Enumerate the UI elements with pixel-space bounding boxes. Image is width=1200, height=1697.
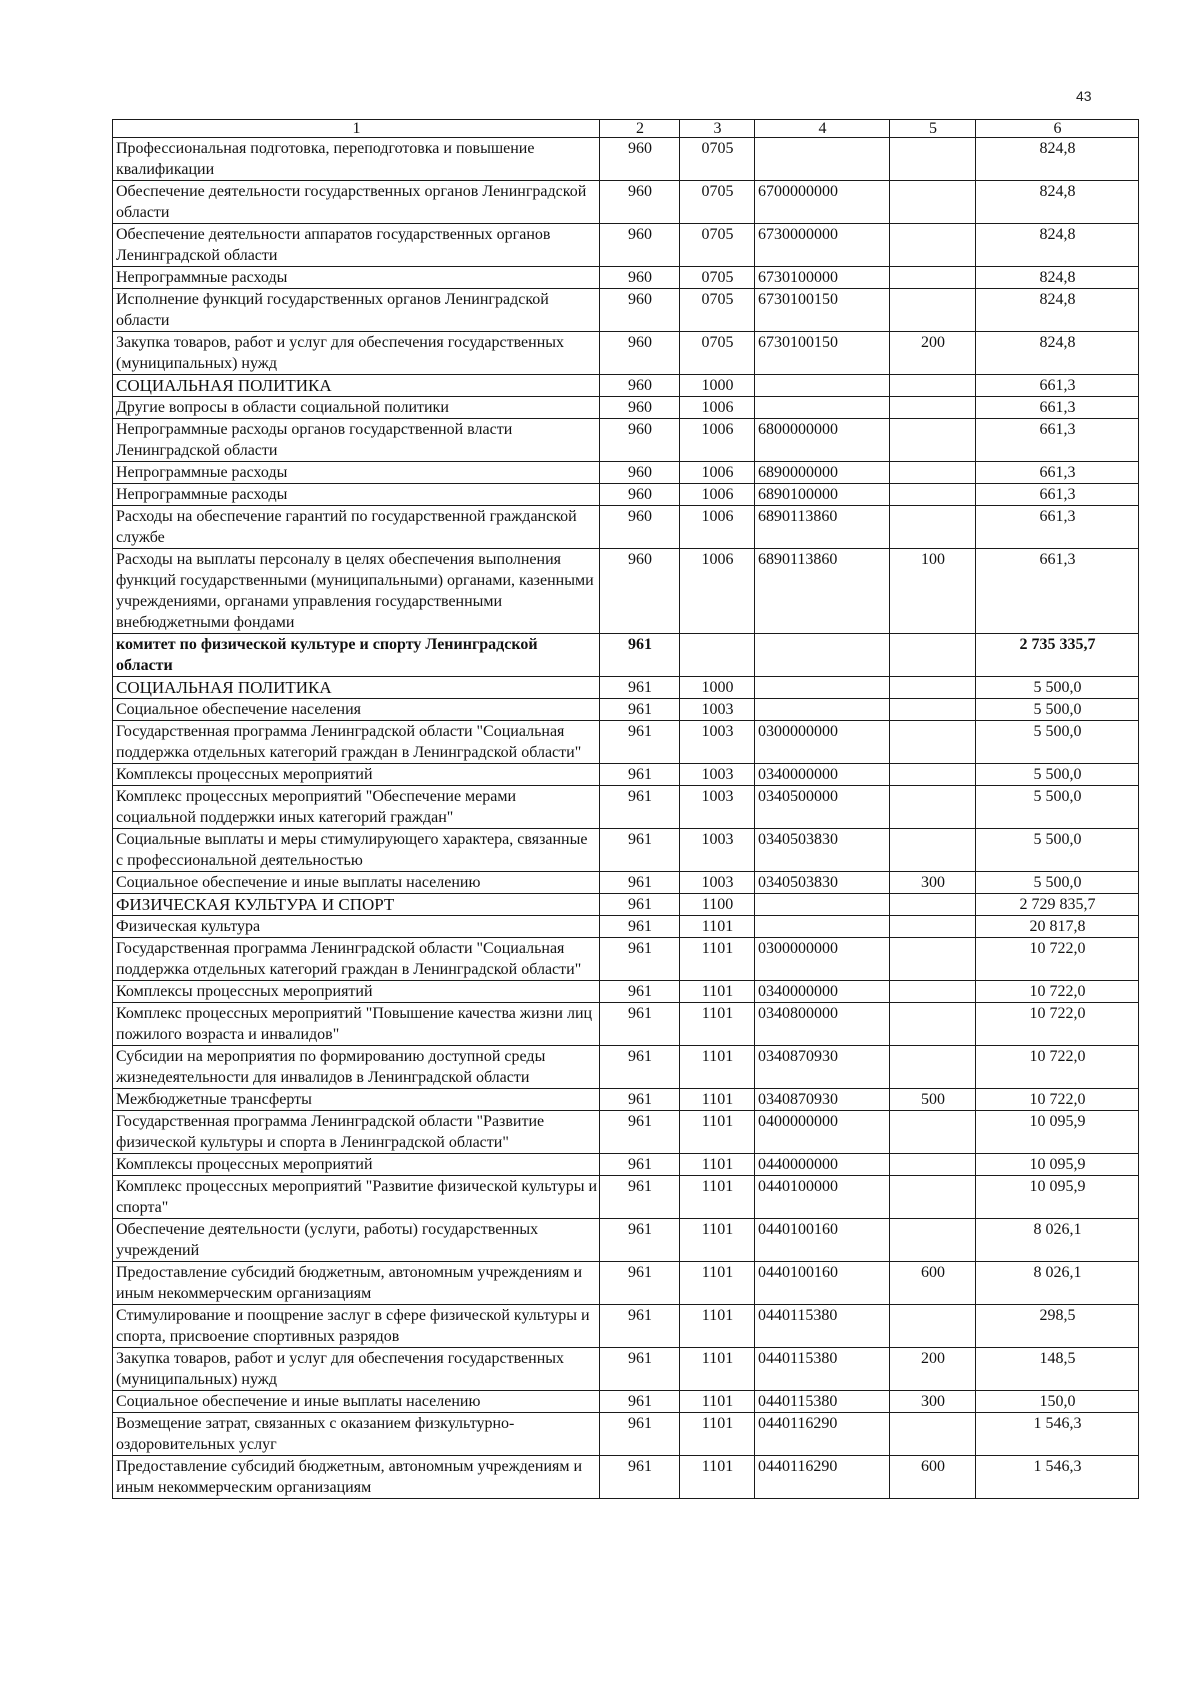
row-article-cell: 0340870930 (755, 1089, 890, 1111)
row-name-cell: Исполнение функций государственных органов Ленинградской области (113, 289, 600, 332)
table-row (113, 1176, 1139, 1219)
row-amount-cell: 10 095,9 (976, 1111, 1139, 1154)
row-amount-cell: 5 500,0 (976, 764, 1139, 786)
row-section-cell: 0705 (680, 289, 755, 332)
row-article-cell: 0340000000 (755, 764, 890, 786)
row-article-cell: 6730000000 (755, 224, 890, 267)
row-article-cell: 6890000000 (755, 462, 890, 484)
row-amount-cell: 10 095,9 (976, 1176, 1139, 1219)
row-section-cell (680, 634, 755, 677)
table-row (113, 506, 1139, 549)
table-row (113, 224, 1139, 267)
row-section-cell: 1101 (680, 1262, 755, 1305)
row-grbs-cell: 961 (600, 1003, 680, 1046)
row-name-cell: Комплекс процессных мероприятий "Повышение качества жизни лиц пожилого возраста и инвалидов" (113, 1003, 600, 1046)
row-name-cell: комитет по физической культуре и спорту Ленинградской области (113, 634, 600, 677)
table-row (113, 938, 1139, 981)
row-expense-type-cell (890, 938, 976, 981)
row-amount-cell: 824,8 (976, 289, 1139, 332)
table-row (113, 1111, 1139, 1154)
row-grbs-cell: 960 (600, 397, 680, 419)
row-article-cell (755, 699, 890, 721)
row-article-cell: 0440100160 (755, 1262, 890, 1305)
table-row (113, 721, 1139, 764)
row-amount-cell: 10 095,9 (976, 1154, 1139, 1176)
row-section-cell: 1101 (680, 1003, 755, 1046)
row-article-cell: 0440100000 (755, 1176, 890, 1219)
row-grbs-cell: 960 (600, 506, 680, 549)
row-section-cell: 1003 (680, 764, 755, 786)
row-expense-type-cell (890, 1111, 976, 1154)
row-section-cell: 1101 (680, 1348, 755, 1391)
row-expense-type-cell (890, 289, 976, 332)
row-article-cell: 0300000000 (755, 721, 890, 764)
row-name-cell: Государственная программа Ленинградской области "Социальная поддержка отдельных категорий граждан в Ленинградской области" (113, 721, 600, 764)
row-name-cell: Межбюджетные трансферты (113, 1089, 600, 1111)
table-row (113, 1154, 1139, 1176)
row-section-cell: 1101 (680, 1046, 755, 1089)
row-section-cell: 1101 (680, 981, 755, 1003)
table-row (113, 267, 1139, 289)
row-amount-cell: 824,8 (976, 138, 1139, 181)
table-row (113, 1391, 1139, 1413)
header-cell-5: 5 (890, 120, 976, 138)
row-name-cell: Предоставление субсидий бюджетным, автономным учреждениям и иным некоммерческим организациям (113, 1262, 600, 1305)
row-article-cell: 0440115380 (755, 1348, 890, 1391)
row-amount-cell: 2 735 335,7 (976, 634, 1139, 677)
row-name-cell: Непрограммные расходы (113, 484, 600, 506)
table-row (113, 1089, 1139, 1111)
row-name-cell: Комплекс процессных мероприятий "Развитие физической культуры и спорта" (113, 1176, 600, 1219)
row-amount-cell: 824,8 (976, 332, 1139, 375)
row-expense-type-cell (890, 224, 976, 267)
row-grbs-cell: 961 (600, 1413, 680, 1456)
row-section-cell: 1006 (680, 484, 755, 506)
budget-table (112, 119, 1139, 1499)
row-expense-type-cell (890, 634, 976, 677)
row-name-cell: Государственная программа Ленинградской области "Развитие физической культуры и спорта в Ленинградской области" (113, 1111, 600, 1154)
row-expense-type-cell: 500 (890, 1089, 976, 1111)
table-row (113, 916, 1139, 938)
row-grbs-cell: 960 (600, 549, 680, 634)
row-expense-type-cell (890, 829, 976, 872)
row-grbs-cell: 960 (600, 462, 680, 484)
row-expense-type-cell (890, 138, 976, 181)
row-amount-cell: 1 546,3 (976, 1456, 1139, 1499)
row-name-cell: Непрограммные расходы органов государственной власти Ленинградской области (113, 419, 600, 462)
table-row (113, 1219, 1139, 1262)
header-cell-4: 4 (755, 120, 890, 138)
row-expense-type-cell (890, 786, 976, 829)
row-grbs-cell: 961 (600, 938, 680, 981)
row-article-cell (755, 894, 890, 916)
row-grbs-cell: 960 (600, 224, 680, 267)
row-grbs-cell: 961 (600, 1176, 680, 1219)
row-name-cell: Профессиональная подготовка, переподготовка и повышение квалификации (113, 138, 600, 181)
row-expense-type-cell (890, 181, 976, 224)
row-article-cell: 0400000000 (755, 1111, 890, 1154)
table-row (113, 699, 1139, 721)
row-section-cell: 0705 (680, 138, 755, 181)
row-section-cell: 0705 (680, 332, 755, 375)
row-name-cell: Закупка товаров, работ и услуг для обеспечения государственных (муниципальных) нужд (113, 332, 600, 375)
table-row (113, 1348, 1139, 1391)
row-name-cell: Комплекс процессных мероприятий "Обеспечение мерами социальной поддержки иных категорий граждан" (113, 786, 600, 829)
row-section-cell: 0705 (680, 267, 755, 289)
table-row (113, 375, 1139, 397)
row-grbs-cell: 960 (600, 484, 680, 506)
row-article-cell: 0300000000 (755, 938, 890, 981)
table-body (113, 138, 1139, 1499)
table-row (113, 181, 1139, 224)
row-section-cell: 1101 (680, 1413, 755, 1456)
row-amount-cell: 661,3 (976, 549, 1139, 634)
row-name-cell: Комплексы процессных мероприятий (113, 1154, 600, 1176)
row-amount-cell: 1 546,3 (976, 1413, 1139, 1456)
row-section-cell: 1000 (680, 677, 755, 699)
row-name-cell: Непрограммные расходы (113, 462, 600, 484)
table-row (113, 1305, 1139, 1348)
row-section-cell: 0705 (680, 224, 755, 267)
row-expense-type-cell (890, 1154, 976, 1176)
row-grbs-cell: 961 (600, 1219, 680, 1262)
row-section-cell: 1101 (680, 916, 755, 938)
row-name-cell: Возмещение затрат, связанных с оказанием физкультурно-оздоровительных услуг (113, 1413, 600, 1456)
row-grbs-cell: 961 (600, 764, 680, 786)
row-amount-cell: 661,3 (976, 484, 1139, 506)
row-article-cell: 0440116290 (755, 1456, 890, 1499)
row-amount-cell: 5 500,0 (976, 786, 1139, 829)
row-expense-type-cell (890, 1413, 976, 1456)
row-name-cell: Субсидии на мероприятия по формированию доступной среды жизнедеятельности для инвалидов в Ленинградской области (113, 1046, 600, 1089)
table-row (113, 289, 1139, 332)
table-row (113, 981, 1139, 1003)
row-section-cell: 1006 (680, 397, 755, 419)
row-expense-type-cell (890, 419, 976, 462)
page-number: 43 (1076, 88, 1092, 104)
row-article-cell (755, 138, 890, 181)
row-expense-type-cell (890, 1305, 976, 1348)
row-article-cell: 0440116290 (755, 1413, 890, 1456)
row-amount-cell: 661,3 (976, 506, 1139, 549)
row-amount-cell: 824,8 (976, 267, 1139, 289)
row-name-cell: ФИЗИЧЕСКАЯ КУЛЬТУРА И СПОРТ (113, 894, 600, 916)
row-name-cell: СОЦИАЛЬНАЯ ПОЛИТИКА (113, 677, 600, 699)
row-expense-type-cell (890, 1046, 976, 1089)
row-section-cell: 1101 (680, 1111, 755, 1154)
table-row (113, 138, 1139, 181)
row-grbs-cell: 960 (600, 181, 680, 224)
table-row (113, 1456, 1139, 1499)
row-article-cell: 0340800000 (755, 1003, 890, 1046)
row-expense-type-cell (890, 677, 976, 699)
row-name-cell: Социальные выплаты и меры стимулирующего характера, связанные с профессиональной деятельностью (113, 829, 600, 872)
row-name-cell: Комплексы процессных мероприятий (113, 764, 600, 786)
row-amount-cell: 5 500,0 (976, 677, 1139, 699)
row-amount-cell: 5 500,0 (976, 829, 1139, 872)
row-article-cell: 6730100150 (755, 332, 890, 375)
row-amount-cell: 8 026,1 (976, 1262, 1139, 1305)
row-amount-cell: 8 026,1 (976, 1219, 1139, 1262)
row-grbs-cell: 960 (600, 375, 680, 397)
header-cell-3: 3 (680, 120, 755, 138)
table-row (113, 829, 1139, 872)
row-grbs-cell: 961 (600, 699, 680, 721)
row-expense-type-cell (890, 981, 976, 1003)
row-article-cell: 6890113860 (755, 549, 890, 634)
row-grbs-cell: 960 (600, 419, 680, 462)
row-amount-cell: 824,8 (976, 224, 1139, 267)
row-section-cell: 1006 (680, 549, 755, 634)
row-article-cell: 6730100000 (755, 267, 890, 289)
row-name-cell: Обеспечение деятельности (услуги, работы) государственных учреждений (113, 1219, 600, 1262)
row-article-cell: 6730100150 (755, 289, 890, 332)
row-section-cell: 1101 (680, 1176, 755, 1219)
table-row (113, 484, 1139, 506)
row-article-cell: 0340870930 (755, 1046, 890, 1089)
row-name-cell: Социальное обеспечение и иные выплаты населению (113, 1391, 600, 1413)
row-grbs-cell: 961 (600, 786, 680, 829)
row-grbs-cell: 961 (600, 1456, 680, 1499)
row-amount-cell: 148,5 (976, 1348, 1139, 1391)
row-amount-cell: 5 500,0 (976, 699, 1139, 721)
row-expense-type-cell: 600 (890, 1262, 976, 1305)
row-amount-cell: 150,0 (976, 1391, 1139, 1413)
row-grbs-cell: 961 (600, 677, 680, 699)
row-article-cell: 0440115380 (755, 1305, 890, 1348)
table-row (113, 397, 1139, 419)
row-expense-type-cell (890, 506, 976, 549)
row-grbs-cell: 961 (600, 1262, 680, 1305)
row-article-cell: 0440100160 (755, 1219, 890, 1262)
row-amount-cell: 661,3 (976, 375, 1139, 397)
row-section-cell: 1003 (680, 721, 755, 764)
row-expense-type-cell (890, 484, 976, 506)
row-grbs-cell: 960 (600, 267, 680, 289)
row-expense-type-cell (890, 916, 976, 938)
row-expense-type-cell (890, 699, 976, 721)
row-section-cell: 1006 (680, 506, 755, 549)
row-grbs-cell: 961 (600, 634, 680, 677)
row-expense-type-cell (890, 397, 976, 419)
row-amount-cell: 10 722,0 (976, 938, 1139, 981)
row-name-cell: Предоставление субсидий бюджетным, автономным учреждениям и иным некоммерческим организациям (113, 1456, 600, 1499)
header-cell-1: 1 (113, 120, 600, 138)
row-name-cell: Другие вопросы в области социальной политики (113, 397, 600, 419)
row-expense-type-cell (890, 375, 976, 397)
row-grbs-cell: 961 (600, 1305, 680, 1348)
row-amount-cell: 2 729 835,7 (976, 894, 1139, 916)
row-section-cell: 1101 (680, 1154, 755, 1176)
row-section-cell: 1003 (680, 786, 755, 829)
row-grbs-cell: 960 (600, 138, 680, 181)
row-section-cell: 0705 (680, 181, 755, 224)
row-amount-cell: 5 500,0 (976, 721, 1139, 764)
row-section-cell: 1006 (680, 462, 755, 484)
row-expense-type-cell: 200 (890, 1348, 976, 1391)
row-name-cell: Непрограммные расходы (113, 267, 600, 289)
row-amount-cell: 10 722,0 (976, 1089, 1139, 1111)
row-expense-type-cell (890, 1219, 976, 1262)
row-article-cell: 0440000000 (755, 1154, 890, 1176)
row-amount-cell: 661,3 (976, 419, 1139, 462)
table-row (113, 549, 1139, 634)
row-grbs-cell: 961 (600, 981, 680, 1003)
row-amount-cell: 5 500,0 (976, 872, 1139, 894)
row-grbs-cell: 961 (600, 872, 680, 894)
row-article-cell (755, 375, 890, 397)
row-article-cell: 6700000000 (755, 181, 890, 224)
row-name-cell: Социальное обеспечение и иные выплаты населению (113, 872, 600, 894)
row-grbs-cell: 961 (600, 916, 680, 938)
row-expense-type-cell (890, 894, 976, 916)
row-amount-cell: 20 817,8 (976, 916, 1139, 938)
row-section-cell: 1101 (680, 938, 755, 981)
table-row (113, 786, 1139, 829)
row-grbs-cell: 961 (600, 1046, 680, 1089)
row-amount-cell: 10 722,0 (976, 1046, 1139, 1089)
row-name-cell: Расходы на выплаты персоналу в целях обеспечения выполнения функций государственными (муниципальными) органами, казенными учреждениями, органами управления государственными внебюджетными фондами (113, 549, 600, 634)
row-section-cell: 1006 (680, 419, 755, 462)
row-expense-type-cell (890, 764, 976, 786)
row-expense-type-cell (890, 462, 976, 484)
row-section-cell: 1101 (680, 1391, 755, 1413)
row-grbs-cell: 961 (600, 1391, 680, 1413)
row-amount-cell: 824,8 (976, 181, 1139, 224)
row-amount-cell: 10 722,0 (976, 1003, 1139, 1046)
table-row (113, 872, 1139, 894)
row-name-cell: Стимулирование и поощрение заслуг в сфере физической культуры и спорта, присвоение спортивных разрядов (113, 1305, 600, 1348)
row-article-cell: 6800000000 (755, 419, 890, 462)
row-amount-cell: 298,5 (976, 1305, 1139, 1348)
row-section-cell: 1101 (680, 1089, 755, 1111)
row-amount-cell: 661,3 (976, 462, 1139, 484)
row-name-cell: Обеспечение деятельности аппаратов государственных органов Ленинградской области (113, 224, 600, 267)
table-row (113, 894, 1139, 916)
row-name-cell: Закупка товаров, работ и услуг для обеспечения государственных (муниципальных) нужд (113, 1348, 600, 1391)
row-article-cell: 6890113860 (755, 506, 890, 549)
row-amount-cell: 661,3 (976, 397, 1139, 419)
row-grbs-cell: 961 (600, 1111, 680, 1154)
table-row (113, 764, 1139, 786)
row-expense-type-cell: 100 (890, 549, 976, 634)
row-grbs-cell: 961 (600, 1348, 680, 1391)
row-grbs-cell: 961 (600, 1089, 680, 1111)
row-grbs-cell: 961 (600, 721, 680, 764)
row-expense-type-cell (890, 721, 976, 764)
row-grbs-cell: 960 (600, 332, 680, 375)
row-expense-type-cell: 300 (890, 872, 976, 894)
row-article-cell (755, 916, 890, 938)
row-section-cell: 1003 (680, 872, 755, 894)
row-section-cell: 1003 (680, 699, 755, 721)
row-article-cell (755, 397, 890, 419)
row-name-cell: Государственная программа Ленинградской области "Социальная поддержка отдельных категорий граждан в Ленинградской области" (113, 938, 600, 981)
table-row (113, 332, 1139, 375)
row-expense-type-cell: 300 (890, 1391, 976, 1413)
row-article-cell: 0340503830 (755, 872, 890, 894)
row-name-cell: Расходы на обеспечение гарантий по государственной гражданской службе (113, 506, 600, 549)
row-name-cell: Физическая культура (113, 916, 600, 938)
row-section-cell: 1003 (680, 829, 755, 872)
row-article-cell (755, 677, 890, 699)
row-article-cell (755, 634, 890, 677)
table-row (113, 1003, 1139, 1046)
header-cell-2: 2 (600, 120, 680, 138)
row-name-cell: СОЦИАЛЬНАЯ ПОЛИТИКА (113, 375, 600, 397)
row-grbs-cell: 960 (600, 289, 680, 332)
row-section-cell: 1000 (680, 375, 755, 397)
row-article-cell: 0340500000 (755, 786, 890, 829)
row-article-cell: 6890100000 (755, 484, 890, 506)
row-name-cell: Обеспечение деятельности государственных органов Ленинградской области (113, 181, 600, 224)
row-expense-type-cell (890, 1176, 976, 1219)
table-header-row (113, 120, 1139, 138)
row-name-cell: Комплексы процессных мероприятий (113, 981, 600, 1003)
row-section-cell: 1100 (680, 894, 755, 916)
row-section-cell: 1101 (680, 1456, 755, 1499)
row-expense-type-cell: 200 (890, 332, 976, 375)
row-expense-type-cell (890, 1003, 976, 1046)
row-expense-type-cell: 600 (890, 1456, 976, 1499)
row-section-cell: 1101 (680, 1305, 755, 1348)
row-expense-type-cell (890, 267, 976, 289)
row-article-cell: 0340000000 (755, 981, 890, 1003)
row-article-cell: 0440115380 (755, 1391, 890, 1413)
row-section-cell: 1101 (680, 1219, 755, 1262)
table-row (113, 634, 1139, 677)
table-row (113, 419, 1139, 462)
row-name-cell: Социальное обеспечение населения (113, 699, 600, 721)
row-grbs-cell: 961 (600, 1154, 680, 1176)
row-grbs-cell: 961 (600, 894, 680, 916)
row-amount-cell: 10 722,0 (976, 981, 1139, 1003)
table-row (113, 1046, 1139, 1089)
table-row (113, 1262, 1139, 1305)
row-grbs-cell: 961 (600, 829, 680, 872)
table-row (113, 677, 1139, 699)
table-row (113, 462, 1139, 484)
table-row (113, 1413, 1139, 1456)
row-article-cell: 0340503830 (755, 829, 890, 872)
header-cell-6: 6 (976, 120, 1139, 138)
